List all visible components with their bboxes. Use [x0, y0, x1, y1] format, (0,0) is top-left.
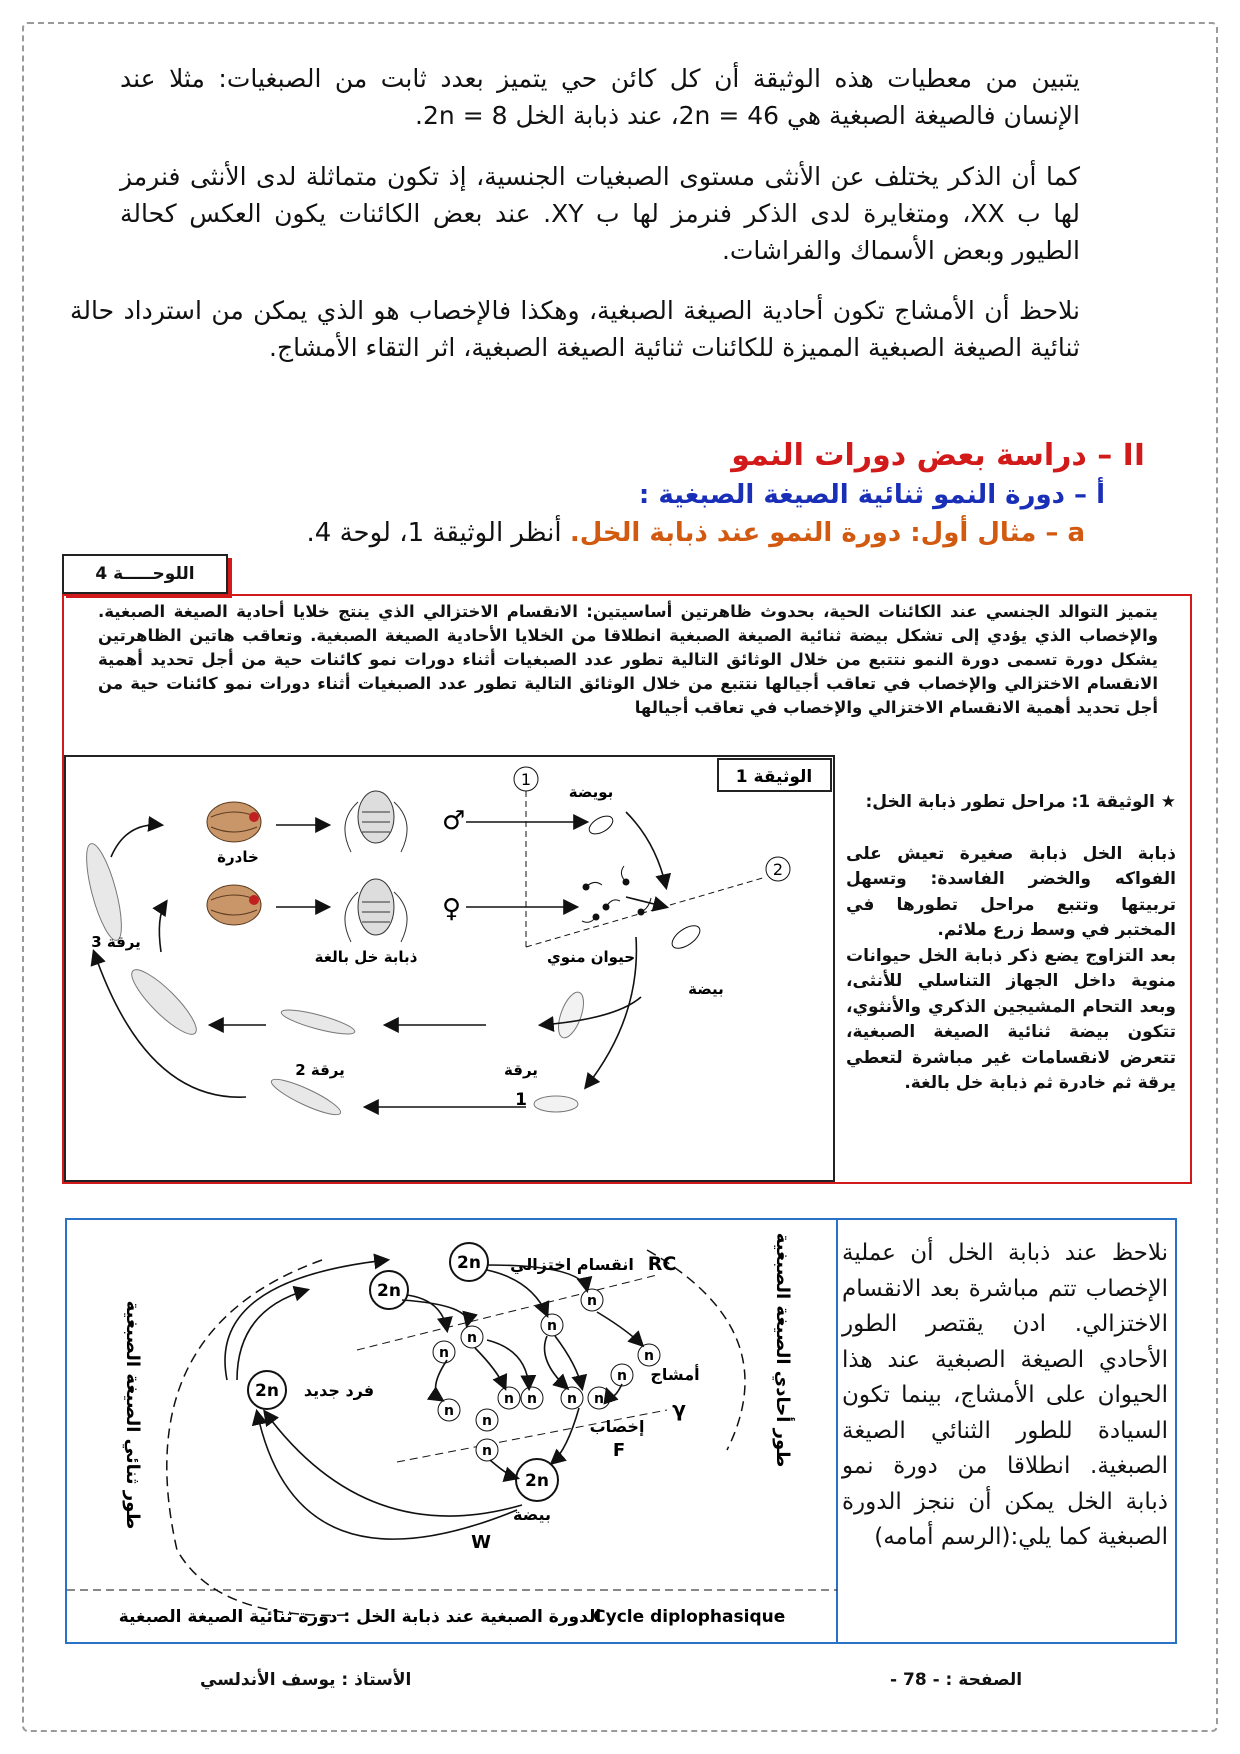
plate-intro: يتميز التوالد الجنسي عند الكائنات الحية، بحدوث ظاهرتين أساسيتين: الانقسام الاختزالي الذي ينتج خلايا أحادية الصيغة الصبغية. والإخصاب الذي يؤدي إلى تشكل بيضة ثنائية الصيغة الصبغية انطلاقا من الخلايا الأحادية الصيغة الصبغية. وتعاقب هاتين الظاهرتين يشكل دورة تسمى دورة النمو نتتبع من خلال الوثائق التالية تطور عدد الصبغيات أثناء دورات نمو كائنات حية من أجل تحديد أهمية الانقسام الاختزالي والإخصاب في تعاقب أجيالها نتتبع من خلال الوثائق التالية تطور عدد الصبغيات أثناء دورات نمو كائنات حية من أجل تحديد أهمية الانقسام الاختزالي والإخصاب في تعاقب أجيالها	[98, 602, 1158, 717]
step-1-number: 1	[520, 770, 532, 789]
larva-young	[553, 989, 588, 1041]
haploid-cell: n	[527, 1391, 537, 1407]
haploid-cell: n	[547, 1318, 557, 1334]
ovule-label: بويضة	[568, 783, 614, 801]
haploid-cell: n	[444, 1403, 454, 1419]
w-label: W	[471, 1532, 491, 1553]
example-heading-title: a – مثال أول: دورة النمو عند ذبابة الخل.	[569, 518, 1085, 548]
haploid-cell: n	[644, 1348, 654, 1364]
male-symbol: ♂	[442, 806, 466, 836]
cycle-caption-ar: الدورة الصبغية عند ذبابة الخل : دورة ثنائية الصيغة الصبغية	[118, 1607, 602, 1627]
step-2-number: 2	[772, 860, 784, 879]
doc1-figure	[64, 755, 835, 1182]
doc1-description	[846, 790, 1176, 1097]
cycle-explanation: نلاحظ عند ذبابة الخل أن عملية الإخصاب تتم مباشرة بعد الانقسام الاختزالي. ادن يقتصر الطور الأحادي الصيغة الصبغية عند هذا الحيوان على الأمشاج، بينما تكون السيادة للطور الثنائي الصيغة الصبغية. انطلاقا من دورة نمو ذبابة الخل يمكن أن ننجز الدورة الصبغية كما يلي:(الرسم أمامه)	[842, 1240, 1168, 1550]
diploid-phase-label: طور ثنائي الصيغة الصبغية	[122, 1300, 143, 1530]
cycle-caption	[119, 1607, 786, 1627]
doc1-side-text-1: ذبابة الخل ذبابة صغيرة تعيش على الفواكه والخضر الفاسدة: وتسهل تربيتها وتتبع مراحل تطورها في المختبر في وسط زرع ملائم.	[846, 843, 1176, 940]
haploid-cell: n	[504, 1391, 514, 1407]
gametes-label: أمشاج	[650, 1365, 700, 1384]
haploid-cell: n	[482, 1443, 492, 1459]
female-symbol: ♀	[442, 894, 462, 924]
doc1-side-text-2: بعد التزاوج يضع ذكر ذبابة الخل حيوانات منوية داخل الجهاز التناسلي للأنثى، وبعد التحام المشيجين الذكري والأنثوي، تتكون بيضة ثنائية الصيغة الصبغية، تتعرض لانقسامات غير مباشرة لتعطي يرقة ثم خادرة ثم ذبابة خل بالغة.	[846, 945, 1176, 1093]
larva2-label: يرقة 2	[295, 1061, 345, 1079]
doc1-diagram	[66, 757, 833, 1180]
separator-diagonal	[526, 877, 766, 947]
larva-1	[534, 1096, 578, 1112]
doc1-title: الوثيقة 1	[735, 767, 813, 787]
larva-3-large	[124, 962, 203, 1041]
haploid-phase-label: طور أحادي الصيغة الصبغية	[772, 1232, 793, 1468]
f-label: F	[612, 1440, 626, 1461]
pupa-label: خادرة	[217, 848, 259, 866]
fly-female	[345, 879, 407, 942]
egg-label-cycle: بيضة	[512, 1505, 552, 1524]
sperm-label: حيوان منوي	[546, 948, 636, 966]
meiosis-label: انقسام اختزالي	[510, 1255, 634, 1274]
haploid-cell: n	[594, 1391, 604, 1407]
haploid-cell: n	[617, 1368, 627, 1384]
sperm-cells	[582, 866, 651, 922]
egg-label: بيضة	[688, 980, 724, 998]
paragraph-1: يتبين من معطيات هذه الوثيقة أن كل كائن حي يتميز بعدد ثابت من الصبغيات: مثلا عند الإنسان فالصيغة الصبغية هي 46 = 2n، عند ذبابة الخل 8 = 2n.	[120, 64, 1080, 130]
section-heading: II – دراسة بعض دورات النمو	[731, 438, 1145, 473]
new-individual-label: فرد جديد	[303, 1381, 375, 1400]
haploid-cell: n	[467, 1330, 477, 1346]
rc-label: RC	[647, 1253, 677, 1275]
rc-cell-label: 2n	[457, 1253, 481, 1273]
adult-label: ذبابة خل بالغة	[314, 948, 418, 966]
haploid-cell: n	[439, 1345, 449, 1361]
haploid-cell: n	[567, 1391, 577, 1407]
mother-cell-label: 2n	[377, 1281, 401, 1301]
larva3-label: يرقة 3	[91, 933, 141, 951]
pupa-top	[207, 802, 261, 842]
haploid-cell: n	[587, 1293, 597, 1309]
haploid-phase-arc	[647, 1250, 745, 1450]
pupa-bottom	[207, 885, 261, 925]
larva-2-bottom	[268, 1074, 344, 1121]
subsection-heading: أ – دورة النمو ثنائية الصيغة الصبغية :	[638, 480, 1105, 510]
zygote-cell-label: 2n	[525, 1471, 549, 1491]
example-heading-ref: أنظر الوثيقة 1، لوحة 4.	[306, 518, 570, 548]
new-individual-cell-label: 2n	[255, 1381, 279, 1401]
larva-3-wandering	[79, 841, 128, 944]
fertilized-egg	[668, 921, 703, 952]
larva1-number: 1	[515, 1090, 527, 1110]
cycle-caption-fr: Cycle diplophasique	[593, 1607, 786, 1627]
fly-male	[345, 791, 407, 852]
haploid-cell: n	[482, 1413, 492, 1429]
paragraph-3: نلاحظ أن الأمشاج تكون أحادية الصيغة الصبغية، وهكذا فالإخصاب هو الذي يمكن من استرداد حالة ثنائية الصيغة الصبغية المميزة للكائنات ثنائية الصيغة الصبغية، اثر التقاء الأمشاج.	[70, 296, 1080, 362]
ovule	[586, 812, 616, 837]
doc1-side-title: ★ الوثيقة 1: مراحل تطور ذبابة الخل:	[865, 792, 1176, 812]
larva1-label: يرقة	[504, 1061, 538, 1079]
gamma-label: γ	[672, 1397, 686, 1421]
footer-page-number: الصفحة : - 78 -	[890, 1670, 1023, 1690]
paragraph-2: كما أن الذكر يختلف عن الأنثى مستوى الصبغيات الجنسية، إذ تكون متماثلة لدى الأنثى فنرمز لها ب XX، ومتغايرة لدى الذكر فنرمز لها ب XY. عند بعض الكائنات يكون العكس كحالة الطيور وبعض الأسماك والفراشات.	[120, 162, 1081, 265]
example-heading	[307, 518, 1086, 548]
larva-2-top	[279, 1005, 356, 1038]
plate-label: اللوحـــــة 4	[62, 554, 228, 594]
diploid-phase-arc	[167, 1260, 347, 1615]
fertilization-label: إخصاب	[589, 1417, 645, 1436]
footer-teacher: الأستاذ : يوسف الأندلسي	[200, 1670, 412, 1690]
cell-nodes	[248, 1243, 558, 1501]
